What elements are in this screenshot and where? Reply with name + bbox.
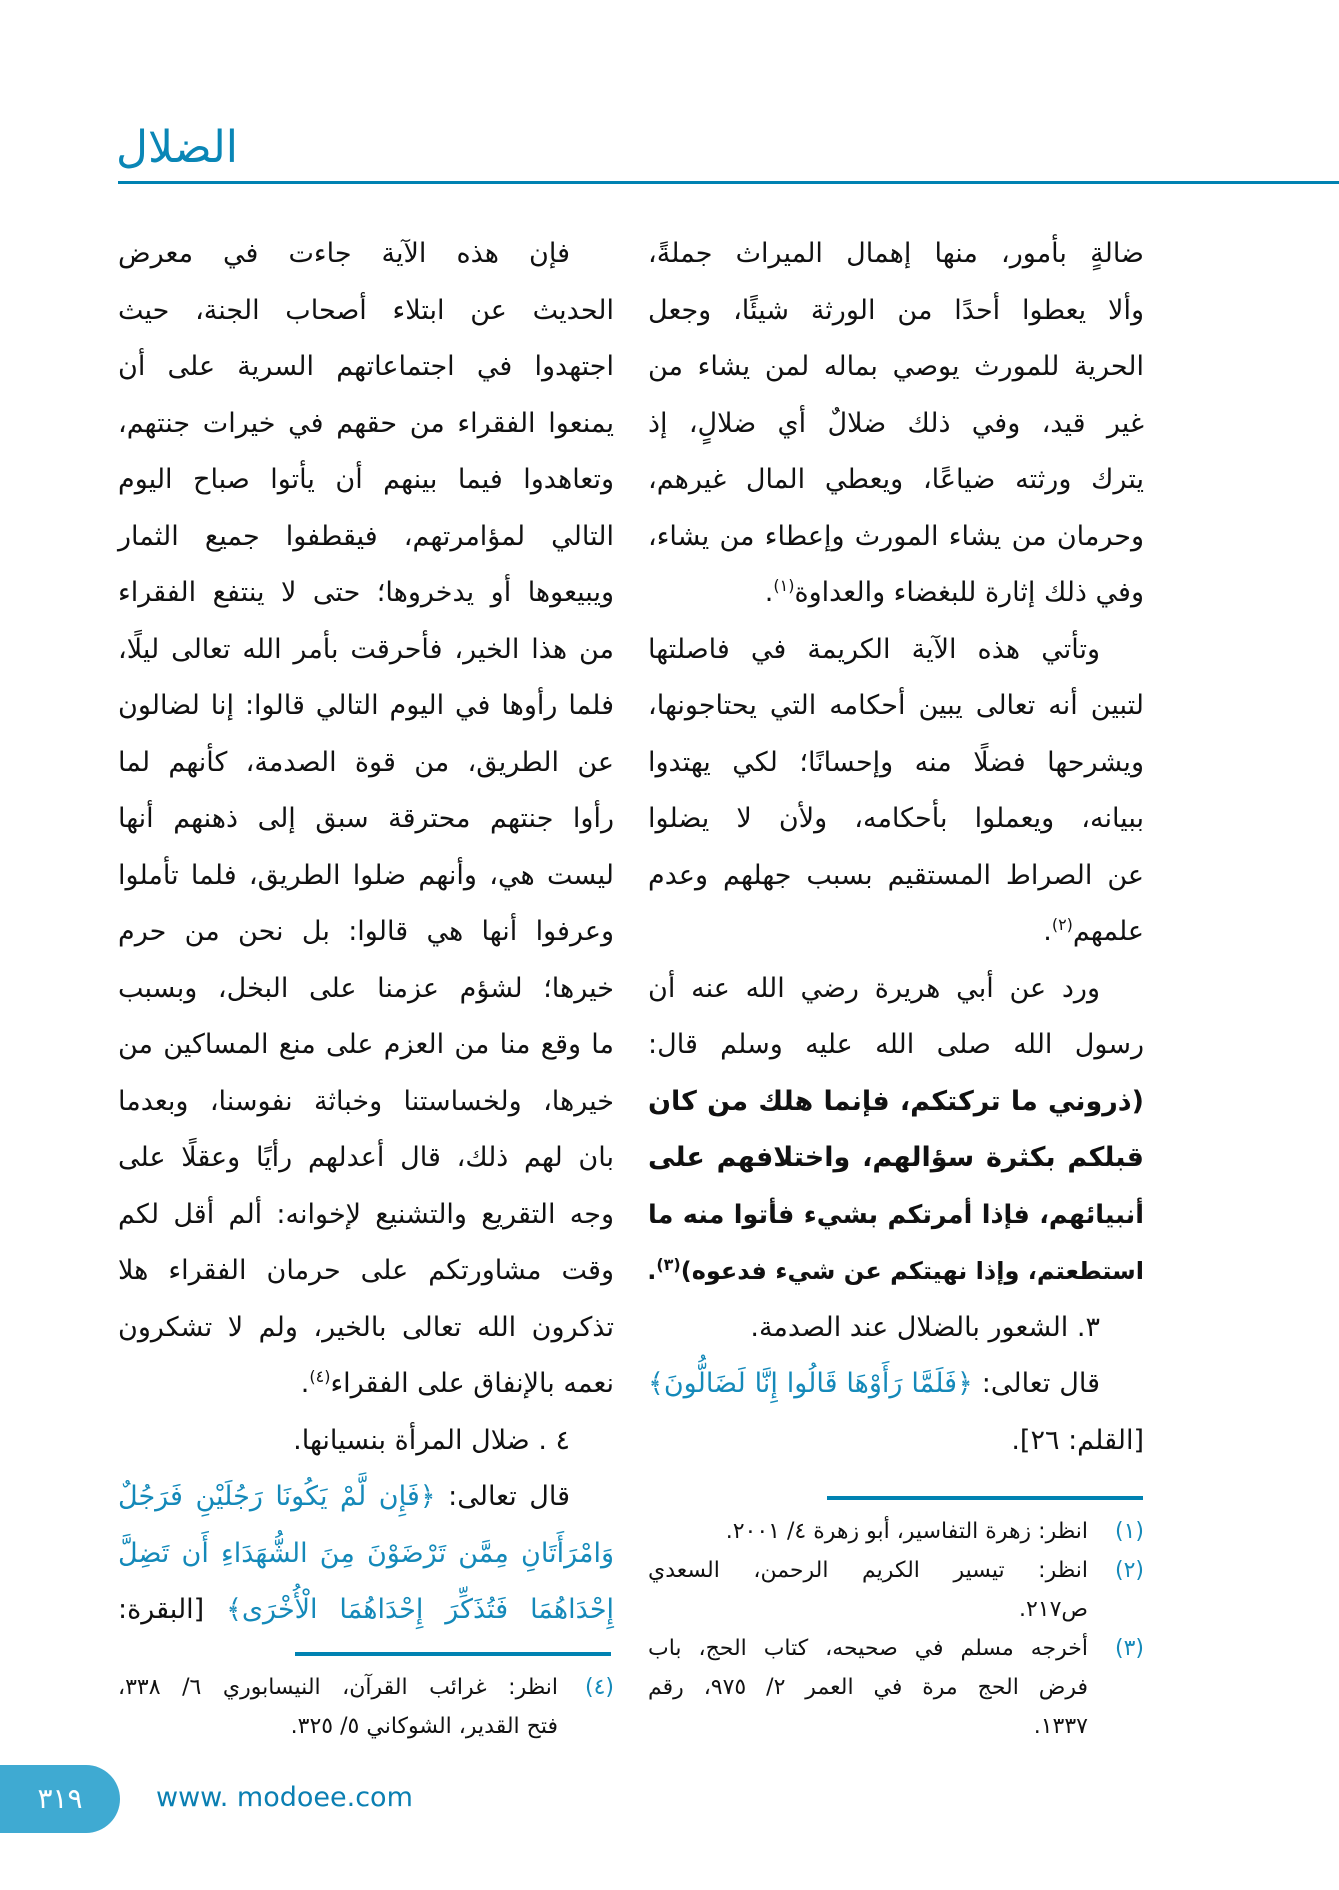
text-segment: . [300, 1368, 310, 1399]
text-line [648, 452, 1144, 509]
text-line [118, 452, 614, 509]
header-rule [118, 181, 1339, 184]
text-segment: عن الصراط المستقيم بسبب جهلهم وعدم [648, 859, 1144, 891]
text-segment: [البقرة: [118, 1594, 227, 1625]
text-line [118, 735, 614, 792]
footnote-separator [295, 1652, 611, 1656]
footnote-reference[interactable]: (١) [773, 576, 795, 595]
footnotes-left [118, 1668, 614, 1746]
text-segment: يمنعوا الفقراء من حقهم في خيرات جنتهم، [118, 407, 614, 439]
text-segment: وجه التقريع والتشنيع لإخوانه: ألم أقل لكم [118, 1198, 614, 1230]
footnote-reference[interactable]: (٣) [656, 1255, 681, 1274]
text-line [118, 226, 614, 283]
text-line [118, 1413, 614, 1470]
text-line [648, 791, 1144, 848]
text-line [118, 678, 614, 735]
text-segment: فإن هذه الآية جاءت في معرض [118, 238, 570, 269]
footnote-reference[interactable]: (٢) [1051, 915, 1073, 934]
text-segment: . [1043, 916, 1052, 947]
footnote-reference[interactable]: (٤) [309, 1367, 331, 1386]
text-segment: ويشرحها فضلًا منه وإحسانًا؛ لكي يهتدوا [648, 746, 1144, 778]
text-segment: ببيانه، ويعملوا بأحكامه، ولأن لا يضلوا [648, 803, 1144, 834]
quran-verse: ﴿فَإِن لَّمْ يَكُونَا رَجُلَيْنِ فَرَجُلٌ [118, 1481, 436, 1512]
text-segment: ٣. الشعور بالضلال عند الصدمة. [750, 1311, 1100, 1343]
text-segment: خيرها، ولخساستنا وخباثة نفوسنا، وبعدما [118, 1085, 614, 1117]
footnote-number: (٣) [1114, 1636, 1144, 1661]
text-segment: قبلكم بكثرة سؤالهم، واختلافهم على [648, 1142, 1144, 1173]
text-segment: الحديث عن ابتلاء أصحاب الجنة، حيث [118, 294, 614, 326]
text-segment: . [647, 1257, 657, 1285]
text-line [648, 1187, 1144, 1244]
text-segment: رأوا جنتهم محترقة سبق إلى ذهنهم أنها [118, 803, 614, 834]
quran-verse: إِحْدَاهُمَا فَتُذَكِّرَ إِحْدَاهُمَا الْأُخْرَى﴾ [226, 1594, 615, 1625]
footnote-text: انظر: غرائب القرآن، النيسابوري ٦/ ٣٣٨، [118, 1675, 558, 1700]
footnote-line [118, 1668, 614, 1707]
footnote-line [648, 1629, 1144, 1668]
text-segment: ٤ . ضلال المرأة بنسيانها. [293, 1424, 570, 1456]
footnote-line [648, 1590, 1144, 1629]
text-segment: [القلم: ٢٦]. [1011, 1424, 1144, 1456]
text-line [118, 283, 614, 340]
text-segment: (ذروني ما تركتكم، فإنما هلك من كان [648, 1085, 1144, 1117]
footnote-text: فتح القدير، الشوكاني ٥/ ٣٢٥. [290, 1714, 558, 1739]
text-line [118, 1017, 614, 1074]
text-segment: ليست هي، وأنهم ضلوا الطريق، فلما تأملوا [118, 859, 614, 891]
text-line [118, 1074, 614, 1131]
text-line [118, 622, 614, 679]
text-segment: غير قيد، وفي ذلك ضلالٌ أي ضلالٍ، إذ [648, 407, 1144, 439]
text-segment: استطعتم، وإذا نهيتكم عن شيء فدعوه) [680, 1257, 1144, 1285]
text-line [118, 565, 614, 622]
text-line [118, 396, 614, 453]
text-line [118, 1356, 614, 1413]
text-segment: قال تعالى: [972, 1368, 1100, 1399]
text-line [118, 1582, 614, 1639]
text-segment: رسول الله صلى الله عليه وسلم قال: [648, 1029, 1144, 1060]
text-line [648, 1074, 1144, 1131]
footnote-number: (١) [1114, 1519, 1144, 1544]
text-line [648, 735, 1144, 792]
text-segment: وفي ذلك إثارة للبغضاء والعداوة [794, 577, 1144, 608]
left-column [118, 226, 614, 1639]
text-line [118, 848, 614, 905]
text-line [118, 961, 614, 1018]
text-line [648, 565, 1144, 622]
text-line [648, 283, 1144, 340]
text-line [118, 339, 614, 396]
website-link[interactable]: www. modoee.com [156, 1782, 413, 1813]
text-line [648, 1413, 1144, 1470]
text-segment: اجتهدوا في اجتماعاتهم السرية على أن [118, 351, 614, 382]
text-segment: وقت مشاورتكم على حرمان الفقراء هلا [118, 1255, 614, 1286]
text-line [118, 1526, 614, 1583]
quran-verse: وَامْرَأَتَانِ مِمَّن تَرْضَوْنَ مِنَ الشُّهَدَاءِ أَن تَضِلَّ [118, 1537, 614, 1569]
text-segment: لتبين أنه تعالى يبين أحكامه التي يحتاجونها، [648, 690, 1144, 721]
text-segment: الحرية للمورث يوصي بماله لمن يشاء من [648, 351, 1144, 382]
footnote-text: أخرجه مسلم في صحيحه، كتاب الحج، باب [648, 1636, 1088, 1661]
footnote-text: ١٣٣٧. [1033, 1714, 1088, 1739]
text-segment: بان لهم ذلك، قال أعدلهم رأيًا وعقلًا على [118, 1142, 614, 1173]
text-line [648, 396, 1144, 453]
text-line [648, 904, 1144, 961]
footnote-number: (٢) [1114, 1558, 1144, 1583]
text-line [118, 509, 614, 566]
right-column [648, 226, 1144, 1469]
text-segment: خيرها؛ لشؤم عزمنا على البخل، وبسبب [118, 972, 614, 1004]
footnote-separator [827, 1496, 1143, 1500]
footnote-number: (٤) [584, 1675, 614, 1700]
footnote-line [648, 1707, 1144, 1746]
text-segment: وتأتي هذه الآية الكريمة في فاصلتها [648, 633, 1100, 665]
text-line [648, 1300, 1144, 1357]
text-segment: وألا يعطوا أحدًا من الورثة شيئًا، وجعل [648, 294, 1144, 326]
text-line [648, 509, 1144, 566]
footnote-text: انظر: زهرة التفاسير، أبو زهرة ٤/ ٢٠٠١. [725, 1519, 1088, 1544]
text-segment: وتعاهدوا فيما بينهم أن يأتوا صباح اليوم [118, 464, 614, 495]
footnote-line [648, 1668, 1144, 1707]
text-segment: ما وقع منا من العزم على منع المساكين من [118, 1029, 614, 1060]
text-segment: وعرفوا أنها هي قالوا: بل نحن من حرم [118, 916, 614, 947]
text-line [648, 961, 1144, 1018]
text-line [648, 848, 1144, 905]
chapter-title: الضلال [116, 122, 239, 173]
text-segment: يترك ورثته ضياعًا، ويعطي المال غيرهم، [648, 464, 1144, 495]
quran-verse: ﴿فَلَمَّا رَأَوْهَا قَالُوا إِنَّا لَضَالُّونَ﴾ [648, 1368, 973, 1399]
footnote-line [648, 1512, 1144, 1551]
text-line [118, 1130, 614, 1187]
text-segment: نعمه بالإنفاق على الفقراء [330, 1368, 614, 1399]
footnote-text: فرض الحج مرة في العمر ٢/ ٩٧٥، رقم [648, 1675, 1088, 1700]
footnote-line [118, 1707, 614, 1746]
text-line [118, 1300, 614, 1357]
text-line [118, 1469, 614, 1526]
text-segment: ضالةٍ بأمور، منها إهمال الميراث جملةً، [648, 238, 1144, 269]
text-segment: التالي لمؤامرتهم، فيقطفوا جميع الثمار [118, 520, 614, 552]
text-segment: فلما رأوها في اليوم التالي قالوا: إنا لضالون [118, 690, 614, 721]
text-line [648, 339, 1144, 396]
text-segment: علمهم [1072, 916, 1144, 947]
text-line [648, 678, 1144, 735]
text-segment: وحرمان من يشاء المورث وإعطاء من يشاء، [648, 520, 1144, 552]
text-line [648, 1130, 1144, 1187]
text-line [648, 1356, 1144, 1413]
text-segment: عن الطريق، من قوة الصدمة، كأنهم لما [118, 746, 614, 778]
footnote-text: ص٢١٧. [1018, 1597, 1088, 1622]
footnote-line [648, 1551, 1144, 1590]
text-line [648, 1017, 1144, 1074]
footnote-text: انظر: تيسير الكريم الرحمن، السعدي [648, 1558, 1088, 1583]
text-line [648, 622, 1144, 679]
text-line [118, 791, 614, 848]
text-segment: ورد عن أبي هريرة رضي الله عنه أن [648, 972, 1100, 1004]
footnotes-right [648, 1512, 1144, 1746]
text-line [648, 1243, 1144, 1300]
text-line [648, 226, 1144, 283]
text-segment: من هذا الخير، فأحرقت بأمر الله تعالى ليلًا، [118, 633, 614, 665]
text-segment: قال تعالى: [435, 1481, 571, 1512]
text-segment: أنبيائهم، فإذا أمرتكم بشيء فأتوا منه ما [648, 1199, 1144, 1230]
text-line [118, 1187, 614, 1244]
text-line [118, 904, 614, 961]
text-segment: . [764, 577, 774, 608]
text-segment: تذكرون الله تعالى بالخير، ولم لا تشكرون [118, 1311, 614, 1343]
text-line [118, 1243, 614, 1300]
text-segment: ويبيعوها أو يدخروها؛ حتى لا ينتفع الفقراء [118, 577, 614, 608]
page-number-badge: ٣١٩ [0, 1765, 120, 1833]
